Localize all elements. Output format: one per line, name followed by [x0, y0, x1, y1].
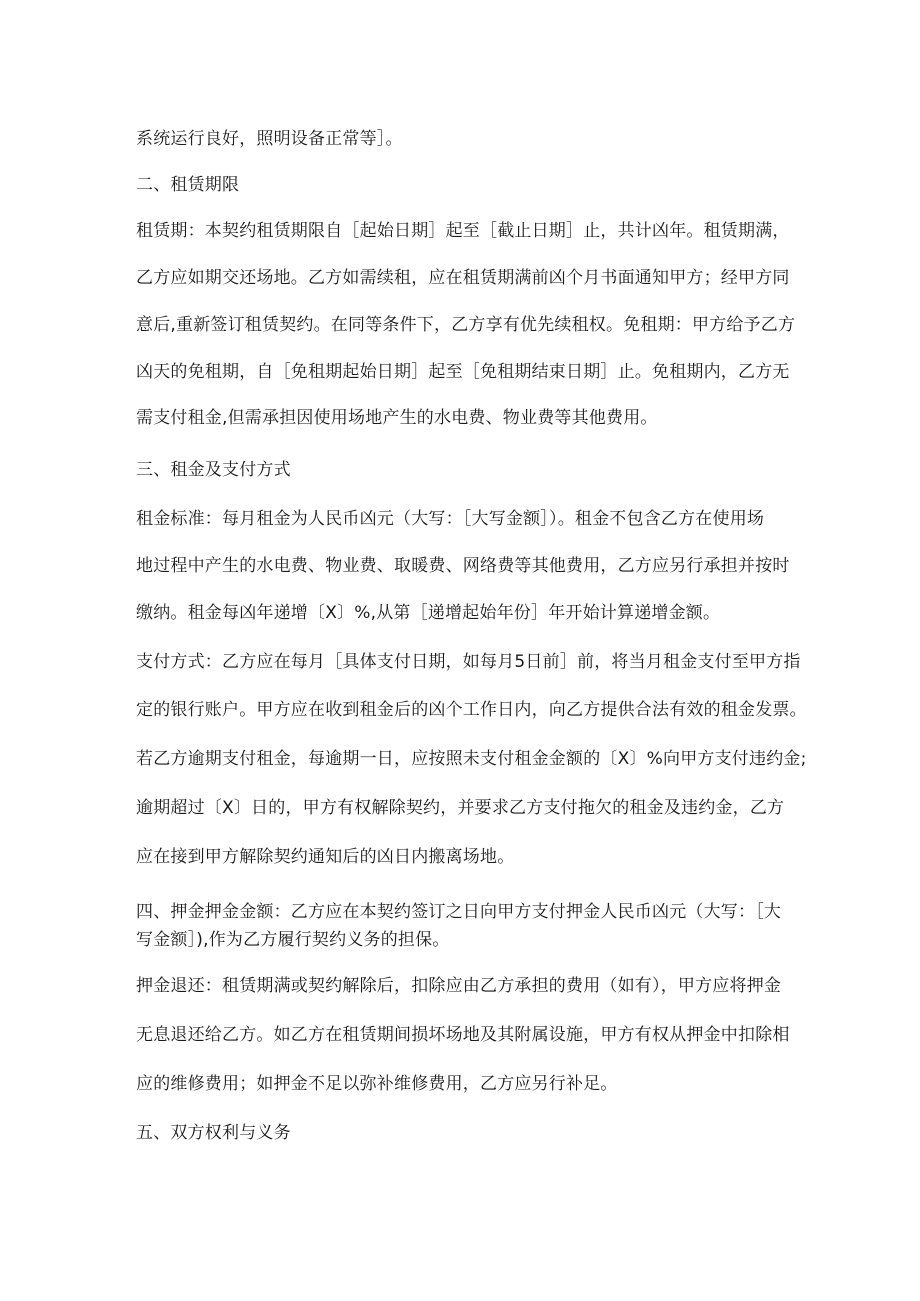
text-line-16: 应在接到甲方解除契约通知后的凶日内搬离场地。	[136, 847, 515, 867]
section-heading-rights-obligations: 五、双方权利与义务	[136, 1123, 291, 1143]
text-line-19: 押金退还：租赁期满或契约解除后，扣除应由乙方承担的费用（如有），甲方应将押金	[136, 976, 782, 996]
text-line-1: 系统运行良好，照明设备正常等］。	[136, 129, 403, 149]
text-line-14: 若乙方逾期支付租金，每逾期一日，应按照未支付租金金额的〔X〕%向甲方支付违约金;	[136, 749, 807, 769]
text-line-21: 应的维修费用；如押金不足以弥补维修费用，乙方应另行补足。	[136, 1074, 618, 1094]
text-line-10: 地过程中产生的水电费、物业费、取暖费、网络费等其他费用，乙方应另行承担并按时	[136, 556, 790, 576]
section-heading-deposit: 四、押金押金金额：乙方应在本契约签订之日向甲方支付押金人民币凶元（大写：［大	[136, 902, 782, 922]
text-line-13: 定的银行账户。甲方应在收到租金后的凶个工作日内，向乙方提供合法有效的租金发票。	[136, 700, 807, 720]
text-line-11: 缴纳。租金每凶年递增〔X〕%,从第［递增起始年份］年开始计算递增金额。	[136, 603, 721, 623]
text-line-15: 逾期超过〔X〕日的，甲方有权解除契约，并要求乙方支付拖欠的租金及违约金，乙方	[136, 798, 785, 818]
text-line-18: 写金额］),作为乙方履行契约义务的担保。	[136, 930, 450, 950]
text-line-7: 需支付租金,但需承担因使用场地产生的水电费、物业费等其他费用。	[136, 408, 658, 428]
text-line-6: 凶天的免租期，自［免租期起始日期］起至［免租期结束日期］止。免租期内，乙方无	[136, 362, 790, 382]
text-line-3: 租赁期：本契约租赁期限自［起始日期］起至［截止日期］止，共计凶年。租赁期满，	[136, 221, 790, 241]
section-heading-rent-payment: 三、租金及支付方式	[136, 460, 291, 480]
text-line-4: 乙方应如期交还场地。乙方如需续租，应在租赁期满前凶个月书面通知甲方；经甲方同	[136, 268, 790, 288]
text-line-5: 意后,重新签订租赁契约。在同等条件下，乙方享有优先续租权。免租期：甲方给予乙方	[136, 315, 796, 335]
text-line-9: 租金标准：每月租金为人民币凶元（大写：［大写金额］）。租金不包含乙方在使用场	[136, 509, 765, 529]
section-heading-lease-term: 二、租赁期限	[136, 175, 240, 195]
text-line-20: 无息退还给乙方。如乙方在租赁期间损坏场地及其附属设施，甲方有权从押金中扣除相	[136, 1025, 790, 1045]
text-line-12: 支付方式：乙方应在每月［具体支付日期，如每月5日前］前，将当月租金支付至甲方指	[136, 652, 801, 672]
